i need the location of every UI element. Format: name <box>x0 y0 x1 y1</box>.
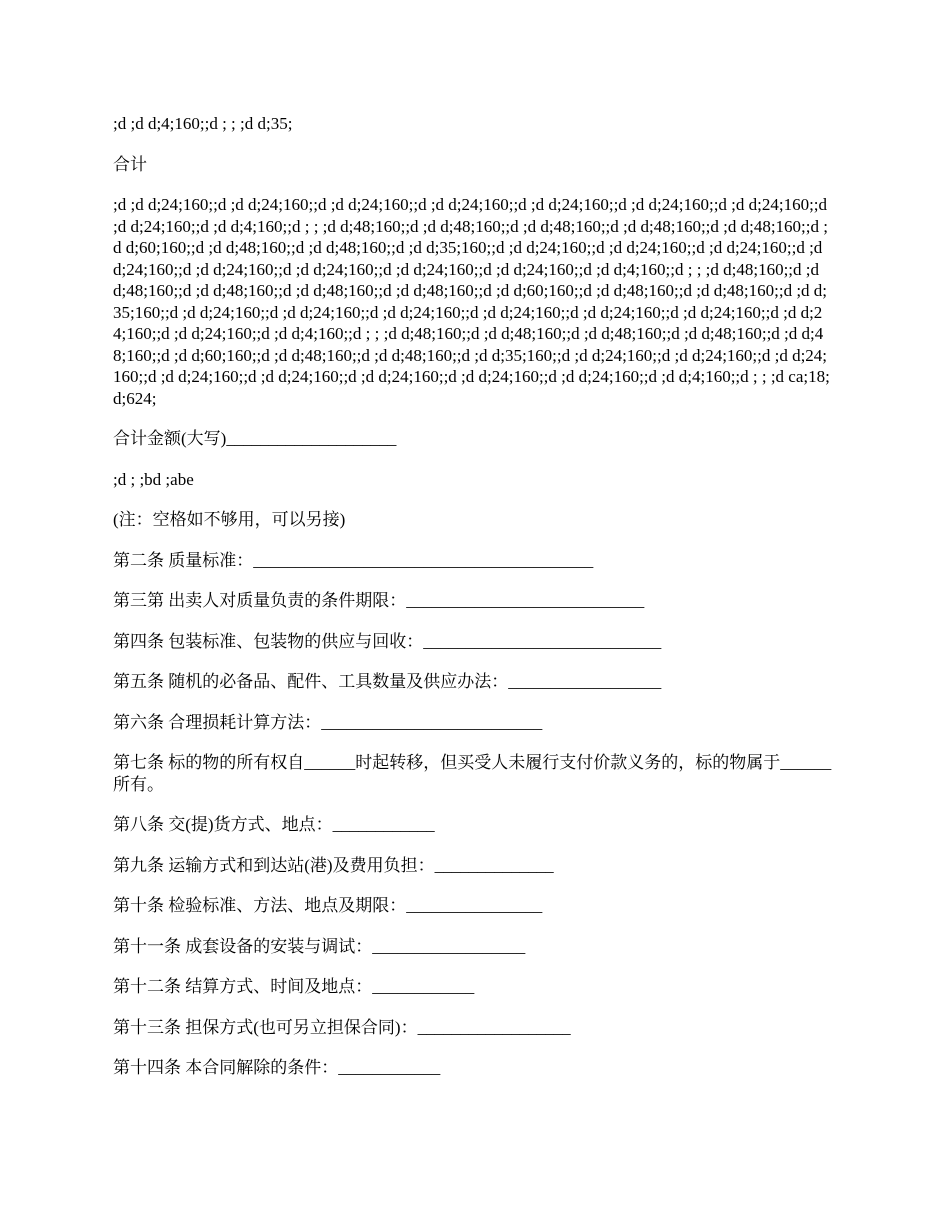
paragraph-13: 第九条 运输方式和到达站(港)及费用负担：______________ <box>113 855 554 875</box>
paragraph-1: 合计 <box>113 154 147 174</box>
paragraph-2: ;d ;d d;24;160;;d ;d d;24;160;;d ;d d;24;160;;d ;d d;24;160;;d ;d d;24;160;;d ;d d;24;160;;d ;d d;24;160;;d ;d d;24;160;;d ;d d;4;160;;d ; ; ;d d;48;160;;d ;d d;48;160;;d ;d d;48;160;;d ;d d;48;160;;d ;d d;48;160;;d ;d d;60;160;;d ;d d;48;160;;d ;d d;48;160;;d ;d d;35;160;;d ;d d;24;160;;d ;d d;24;160;;d ;d d;24;160;;d ;d d;24;160;;d ;d d;24;160;;d ;d d;24;160;;d ;d d;24;160;;d ;d d;24;160;;d ;d d;4;160;;d ; ; ;d d;48;160;;d ;d d;48;160;;d ;d d;48;160;;d ;d d;48;160;;d ;d d;48;160;;d ;d d;60;160;;d ;d d;48;160;;d ;d d;48;160;;d ;d d;35;160;;d ;d d;24;160;;d ;d d;24;160;;d ;d d;24;160;;d ;d d;24;160;;d ;d d;24;160;;d ;d d;24;160;;d ;d d;24;160;;d ;d d;24;160;;d ;d d;4;160;;d ; ; ;d d;48;160;;d ;d d;48;160;;d ;d d;48;160;;d ;d d;48;160;;d ;d d;48;160;;d ;d d;60;160;;d ;d d;48;160;;d ;d d;48;160;;d ;d d;35;160;;d ;d d;24;160;;d ;d d;24;160;;d ;d d;24;160;;d ;d d;24;160;;d ;d d;24;160;;d ;d d;24;160;;d ;d d;24;160;;d ;d d;24;160;;d ;d d;4;160;;d ; ; ;d ca;18; d;624; <box>113 195 830 408</box>
paragraph-5: (注：空格如不够用，可以另接) <box>113 510 346 529</box>
paragraph-8: 第四条 包装标准、包装物的供应与回收：____________________________ <box>113 631 662 651</box>
paragraph-18: 第十四条 本合同解除的条件：____________ <box>113 1058 441 1077</box>
paragraph-16: 第十二条 结算方式、时间及地点：____________ <box>113 977 475 996</box>
paragraph-4: ;d ; ;bd ;abe <box>113 469 194 489</box>
document-page <box>113 113 833 1098</box>
paragraph-11: 第七条 标的物的所有权自______时起转移，但买受人未履行支付价款义务的，标的物属于______所有。 <box>113 753 832 794</box>
paragraph-17: 第十三条 担保方式(也可另立担保合同)：__________________ <box>113 1017 571 1037</box>
paragraph-6: 第二条 质量标准：________________________________________ <box>113 550 594 570</box>
paragraph-12: 第八条 交(提)货方式、地点：____________ <box>113 815 435 834</box>
paragraph-14: 第十条 检验标准、方法、地点及期限：________________ <box>113 896 543 915</box>
paragraph-9: 第五条 随机的必备品、配件、工具数量及供应办法：__________________ <box>113 672 662 691</box>
paragraph-7: 第三第 出卖人对质量负责的条件期限：____________________________ <box>113 591 645 610</box>
paragraph-15: 第十一条 成套设备的安装与调试：__________________ <box>113 936 526 956</box>
paragraph-10: 第六条 合理损耗计算方法：__________________________ <box>113 712 543 732</box>
paragraph-0: ;d ;d d;4;160;;d ; ; ;d d;35; <box>113 114 293 133</box>
paragraph-3: 合计金额(大写)____________________ <box>113 429 397 448</box>
